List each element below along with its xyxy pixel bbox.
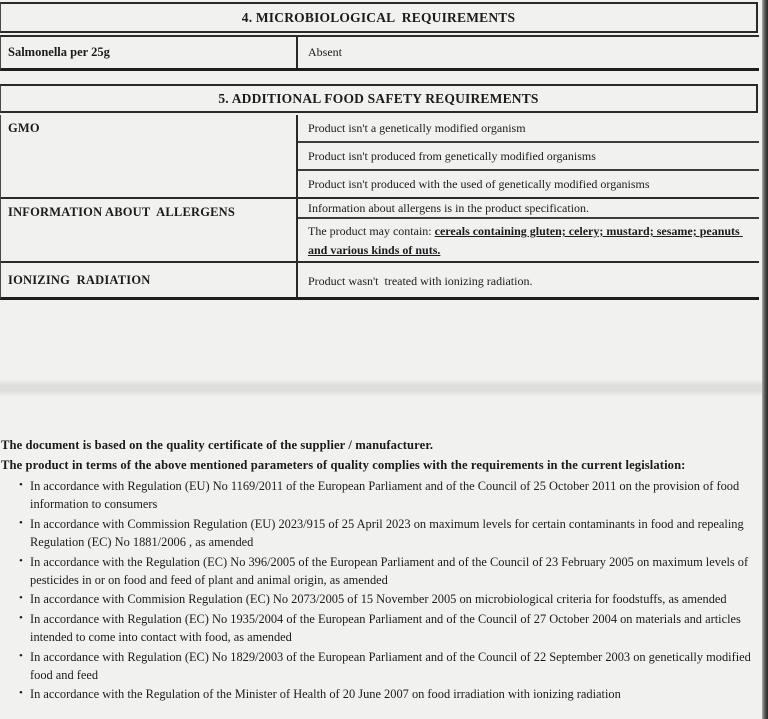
allergen-list-emphasis: cereals containing gluten; celery; mustard; sesame; peanuts and various kinds of nuts. [308, 224, 743, 257]
parameter-cell: Salmonella per 25g [1, 37, 298, 68]
allergens-row-2 [298, 219, 759, 261]
radiation-label: IONIZING RADIATION [1, 263, 298, 297]
bullet-icon: • [19, 554, 23, 567]
bullet-icon: • [19, 687, 23, 700]
food-safety-table [0, 115, 759, 300]
page-break-band [0, 380, 762, 396]
bullet-item-3 [1, 553, 753, 590]
allergens-label: INFORMATION ABOUT ALLERGENS [1, 199, 298, 261]
bullet-item-7 [1, 685, 753, 703]
bullet-text: In accordance with Regulation (EU) No 1169/2011 of the European Parliament and of the Council of 25 October 2011 on the provision of food information to consumers [30, 479, 740, 512]
allergens-row-1: Information about allergens is in the product specification. [298, 199, 759, 219]
footer-intro-line-2: The product in terms of the above mentioned parameters of quality complies with the requirements in the current legislation: [1, 457, 686, 472]
bullet-icon: • [19, 479, 23, 491]
bullet-text: In accordance with Commission Regulation (EU) 2023/915 of 25 April 2023 on maximum levels for certain contaminants in food and repealing Regulation (EC) No 1881/2006 , as amended [30, 516, 744, 550]
microbiological-table [0, 35, 759, 71]
page-right-edge-shadow [762, 0, 768, 719]
section5-header [0, 84, 758, 113]
section4-header [0, 2, 758, 33]
radiation-row: Product wasn't treated with ionizing radiation. [308, 274, 533, 288]
bullet-text: In accordance with Commision Regulation (EC) No 2073/2005 of 15 November 2005 on microbiological criteria for foodstuffs, as amended [30, 592, 727, 607]
allergens-row-2-prefix: The product may contain: [308, 224, 435, 238]
footer-intro-line-1: The document is based on the quality certificate of the supplier / manufacturer. [1, 438, 434, 452]
gmo-row-3: Product isn't produced with the used of genetically modified organisms [308, 177, 650, 191]
gmo-label: GMO [1, 115, 298, 197]
radiation-values [298, 263, 759, 297]
bullet-text: In accordance with the Regulation (EC) No 396/2005 of the European Parliament and of the Council of 23 February 2005 on maximum levels of pesticides in or on food and feed of plant and animal origin, as amended [30, 554, 749, 588]
gmo-row-2: Product isn't produced from genetically modified organisms [298, 143, 759, 171]
bullet-item-2 [1, 515, 753, 552]
bullet-icon: • [19, 649, 23, 662]
section4-title: 4. MICROBIOLOGICAL REQUIREMENTS [241, 9, 516, 25]
allergens-values [298, 199, 759, 261]
section5-title: 5. ADDITIONAL FOOD SAFETY REQUIREMENTS [218, 90, 539, 106]
gmo-row-1: Product isn't a genetically modified organism [298, 115, 759, 143]
bullet-item-6 [1, 648, 753, 685]
bullet-text: In accordance with Regulation (EC) No 1829/2003 of the European Parliament and of the Council of 22 September 2003 on genetically modified food and feed [30, 649, 751, 683]
bullet-icon: • [19, 611, 23, 624]
gmo-group [1, 115, 759, 199]
bullet-text: In accordance with the Regulation of the Minister of Health of 20 June 2007 on food irradiation with ionizing radiation [30, 687, 621, 702]
bullet-item-1 [1, 477, 753, 514]
bullet-item-5 [1, 610, 753, 647]
bullet-icon: • [19, 516, 23, 529]
bullet-icon: • [19, 592, 23, 605]
radiation-group [1, 263, 759, 297]
allergens-group [1, 199, 759, 263]
value-cell: Absent [308, 45, 342, 59]
gmo-values [298, 115, 759, 197]
legal-footer [1, 436, 753, 704]
bullet-item-4 [1, 590, 753, 608]
regulation-bullet-list [1, 477, 753, 704]
bullet-text: In accordance with Regulation (EC) No 1935/2004 of the European Parliament and of the Council of 27 October 2004 on materials and articles intended to come into contact with food, as amended [30, 611, 741, 645]
